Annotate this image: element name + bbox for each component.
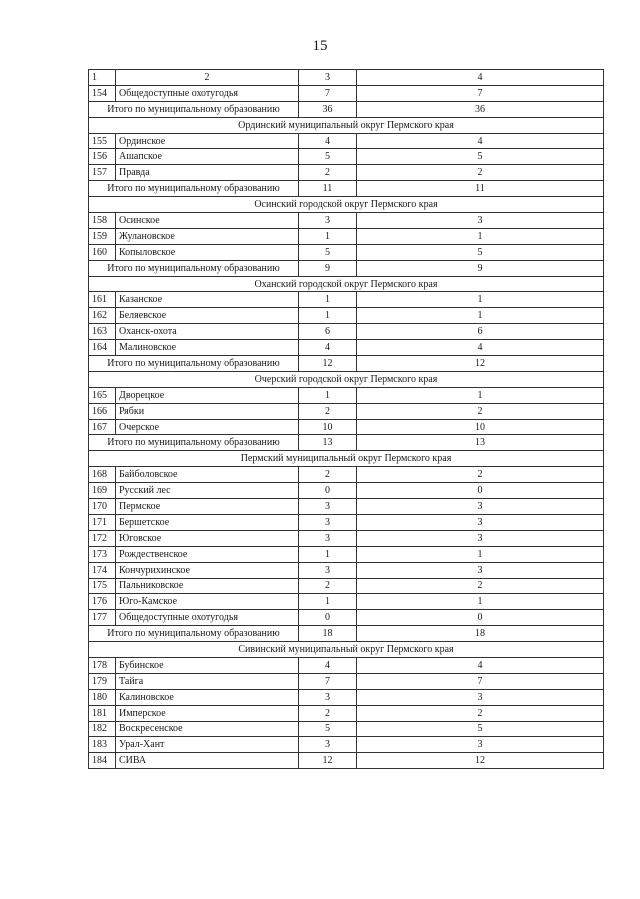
table-row <box>89 324 604 340</box>
total-value-1: 13 <box>299 435 357 451</box>
table-row <box>89 721 604 737</box>
row-value-2: 3 <box>357 737 604 753</box>
section-header-row <box>89 117 604 133</box>
section-title: Оханский городской округ Пермского края <box>89 276 604 292</box>
row-name: Тайга <box>116 673 299 689</box>
row-name: Ашапское <box>116 149 299 165</box>
row-value-1: 1 <box>299 387 357 403</box>
row-name: Копыловское <box>116 244 299 260</box>
row-value-1: 3 <box>299 562 357 578</box>
table-row <box>89 705 604 721</box>
table-row <box>89 689 604 705</box>
row-name: Беляевское <box>116 308 299 324</box>
row-number: 169 <box>89 483 116 499</box>
row-value-1: 5 <box>299 149 357 165</box>
row-value-2: 4 <box>357 340 604 356</box>
row-value-1: 3 <box>299 213 357 229</box>
row-number: 155 <box>89 133 116 149</box>
row-value-1: 0 <box>299 483 357 499</box>
row-value-2: 2 <box>357 403 604 419</box>
row-name: Имперское <box>116 705 299 721</box>
row-value-2: 3 <box>357 530 604 546</box>
total-row <box>89 626 604 642</box>
total-row <box>89 435 604 451</box>
row-value-1: 3 <box>299 530 357 546</box>
row-value-2: 7 <box>357 673 604 689</box>
table-row <box>89 546 604 562</box>
row-value-2: 6 <box>357 324 604 340</box>
total-value-2: 11 <box>357 181 604 197</box>
row-value-2: 3 <box>357 562 604 578</box>
row-value-1: 7 <box>299 85 357 101</box>
row-number: 157 <box>89 165 116 181</box>
row-number: 159 <box>89 228 116 244</box>
header-col-2: 2 <box>116 70 299 86</box>
row-value-2: 1 <box>357 387 604 403</box>
row-value-2: 3 <box>357 689 604 705</box>
table-row <box>89 483 604 499</box>
row-value-2: 12 <box>357 753 604 769</box>
row-name: Осинское <box>116 213 299 229</box>
row-name: СИВА <box>116 753 299 769</box>
table-row <box>89 673 604 689</box>
row-name: Русский лес <box>116 483 299 499</box>
row-name: Урал-Хант <box>116 737 299 753</box>
row-value-2: 7 <box>357 85 604 101</box>
row-name: Казанское <box>116 292 299 308</box>
row-name: Общедоступные охотугодья <box>116 85 299 101</box>
row-name: Рябки <box>116 403 299 419</box>
row-value-2: 5 <box>357 721 604 737</box>
row-number: 161 <box>89 292 116 308</box>
table-row <box>89 562 604 578</box>
row-name: Байболовское <box>116 467 299 483</box>
table-row <box>89 419 604 435</box>
row-number: 166 <box>89 403 116 419</box>
table-row <box>89 594 604 610</box>
table-row <box>89 308 604 324</box>
row-name: Юго-Камское <box>116 594 299 610</box>
table-body <box>89 70 604 769</box>
table-row <box>89 530 604 546</box>
row-value-1: 2 <box>299 578 357 594</box>
section-header-row <box>89 371 604 387</box>
row-value-2: 2 <box>357 467 604 483</box>
row-value-2: 3 <box>357 213 604 229</box>
row-number: 184 <box>89 753 116 769</box>
section-header-row <box>89 197 604 213</box>
table-row <box>89 213 604 229</box>
table-row <box>89 753 604 769</box>
row-value-1: 7 <box>299 673 357 689</box>
header-col-3: 3 <box>299 70 357 86</box>
row-value-1: 0 <box>299 610 357 626</box>
row-name: Кончурихинское <box>116 562 299 578</box>
row-value-1: 1 <box>299 308 357 324</box>
row-value-2: 2 <box>357 165 604 181</box>
row-number: 174 <box>89 562 116 578</box>
row-number: 171 <box>89 514 116 530</box>
row-value-1: 2 <box>299 705 357 721</box>
row-value-2: 0 <box>357 610 604 626</box>
row-value-1: 2 <box>299 165 357 181</box>
total-label: Итого по муниципальному образованию <box>89 356 299 372</box>
row-value-1: 1 <box>299 594 357 610</box>
row-value-1: 3 <box>299 689 357 705</box>
total-value-2: 9 <box>357 260 604 276</box>
row-value-1: 4 <box>299 340 357 356</box>
row-value-2: 1 <box>357 594 604 610</box>
row-number: 182 <box>89 721 116 737</box>
section-title: Очерский городской округ Пермского края <box>89 371 604 387</box>
row-value-2: 5 <box>357 149 604 165</box>
hunting-grounds-table <box>88 69 604 769</box>
table-row <box>89 514 604 530</box>
row-number: 177 <box>89 610 116 626</box>
row-name: Бубинское <box>116 657 299 673</box>
row-value-2: 0 <box>357 483 604 499</box>
row-number: 181 <box>89 705 116 721</box>
table-row <box>89 403 604 419</box>
table-row <box>89 292 604 308</box>
row-value-1: 3 <box>299 514 357 530</box>
row-number: 183 <box>89 737 116 753</box>
row-value-1: 12 <box>299 753 357 769</box>
row-name: Пермское <box>116 499 299 515</box>
row-value-2: 5 <box>357 244 604 260</box>
header-col-4: 4 <box>357 70 604 86</box>
section-header-row <box>89 276 604 292</box>
row-value-2: 4 <box>357 657 604 673</box>
row-number: 168 <box>89 467 116 483</box>
row-value-1: 1 <box>299 228 357 244</box>
row-value-1: 10 <box>299 419 357 435</box>
row-name: Пальниковское <box>116 578 299 594</box>
table-row <box>89 228 604 244</box>
row-number: 160 <box>89 244 116 260</box>
row-number: 178 <box>89 657 116 673</box>
row-number: 158 <box>89 213 116 229</box>
total-row <box>89 356 604 372</box>
row-number: 154 <box>89 85 116 101</box>
total-value-2: 36 <box>357 101 604 117</box>
row-value-2: 2 <box>357 578 604 594</box>
section-title: Осинский городской округ Пермского края <box>89 197 604 213</box>
row-value-2: 3 <box>357 514 604 530</box>
row-value-1: 6 <box>299 324 357 340</box>
row-number: 173 <box>89 546 116 562</box>
table-row <box>89 133 604 149</box>
row-name: Правда <box>116 165 299 181</box>
row-number: 179 <box>89 673 116 689</box>
total-value-1: 12 <box>299 356 357 372</box>
table-row <box>89 149 604 165</box>
row-value-2: 3 <box>357 499 604 515</box>
section-title: Пермский муниципальный округ Пермского края <box>89 451 604 467</box>
total-label: Итого по муниципальному образованию <box>89 260 299 276</box>
table-row <box>89 165 604 181</box>
row-value-2: 4 <box>357 133 604 149</box>
row-name: Общедоступные охотугодья <box>116 610 299 626</box>
total-value-2: 13 <box>357 435 604 451</box>
total-label: Итого по муниципальному образованию <box>89 181 299 197</box>
table-row <box>89 578 604 594</box>
row-name: Жулановское <box>116 228 299 244</box>
total-value-2: 12 <box>357 356 604 372</box>
row-value-2: 10 <box>357 419 604 435</box>
total-label: Итого по муниципальному образованию <box>89 101 299 117</box>
table-row <box>89 610 604 626</box>
table-row <box>89 657 604 673</box>
row-value-1: 2 <box>299 467 357 483</box>
row-value-1: 5 <box>299 721 357 737</box>
row-name: Очерское <box>116 419 299 435</box>
total-value-2: 18 <box>357 626 604 642</box>
table-row <box>89 340 604 356</box>
section-title: Ординский муниципальный округ Пермского края <box>89 117 604 133</box>
row-number: 156 <box>89 149 116 165</box>
row-value-1: 4 <box>299 657 357 673</box>
row-value-1: 5 <box>299 244 357 260</box>
row-name: Рождественское <box>116 546 299 562</box>
row-value-1: 4 <box>299 133 357 149</box>
row-name: Воскресенское <box>116 721 299 737</box>
row-name: Юговское <box>116 530 299 546</box>
row-value-2: 1 <box>357 546 604 562</box>
table-row <box>89 737 604 753</box>
row-number: 165 <box>89 387 116 403</box>
row-name: Ординское <box>116 133 299 149</box>
row-value-2: 1 <box>357 308 604 324</box>
row-name: Малиновское <box>116 340 299 356</box>
row-name: Дворецкое <box>116 387 299 403</box>
section-header-row <box>89 642 604 658</box>
row-name: Калиновское <box>116 689 299 705</box>
total-value-1: 9 <box>299 260 357 276</box>
header-row <box>89 70 604 86</box>
table-row <box>89 499 604 515</box>
row-number: 162 <box>89 308 116 324</box>
total-value-1: 11 <box>299 181 357 197</box>
row-value-1: 2 <box>299 403 357 419</box>
section-title: Сивинский муниципальный округ Пермского края <box>89 642 604 658</box>
total-row <box>89 181 604 197</box>
section-header-row <box>89 451 604 467</box>
row-value-1: 1 <box>299 292 357 308</box>
row-value-1: 3 <box>299 737 357 753</box>
row-number: 180 <box>89 689 116 705</box>
table-row <box>89 467 604 483</box>
row-value-1: 1 <box>299 546 357 562</box>
total-value-1: 36 <box>299 101 357 117</box>
row-number: 163 <box>89 324 116 340</box>
row-number: 167 <box>89 419 116 435</box>
total-row <box>89 101 604 117</box>
row-value-2: 1 <box>357 228 604 244</box>
row-number: 164 <box>89 340 116 356</box>
table-row <box>89 387 604 403</box>
row-number: 172 <box>89 530 116 546</box>
table-row <box>89 244 604 260</box>
row-value-1: 3 <box>299 499 357 515</box>
row-name: Оханск-охота <box>116 324 299 340</box>
header-col-1: 1 <box>89 70 116 86</box>
page-number: 15 <box>312 38 328 54</box>
total-label: Итого по муниципальному образованию <box>89 626 299 642</box>
row-value-2: 2 <box>357 705 604 721</box>
total-label: Итого по муниципальному образованию <box>89 435 299 451</box>
row-number: 170 <box>89 499 116 515</box>
row-number: 175 <box>89 578 116 594</box>
total-row <box>89 260 604 276</box>
row-value-2: 1 <box>357 292 604 308</box>
row-number: 176 <box>89 594 116 610</box>
table-row <box>89 85 604 101</box>
total-value-1: 18 <box>299 626 357 642</box>
row-name: Бершетское <box>116 514 299 530</box>
